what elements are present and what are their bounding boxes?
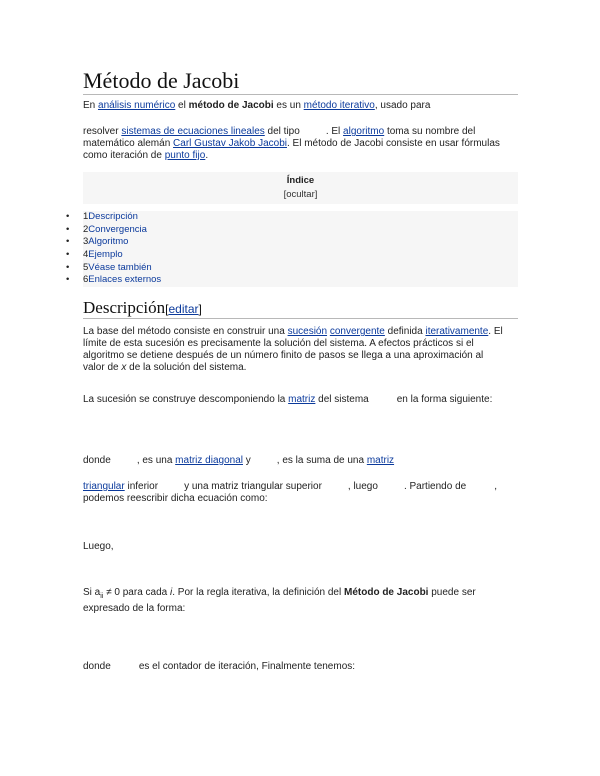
link-matriz-2[interactable]: matriz bbox=[366, 455, 395, 466]
edit-link-wrapper: [editar] bbox=[165, 302, 202, 316]
section-paragraph-2: La sucesión se construye descomponiendo la matriz del sistema en la forma siguiente: bbox=[83, 394, 493, 405]
link-matriz-diagonal[interactable]: matriz diagonal bbox=[175, 455, 243, 466]
toc-item[interactable]: • 3Algoritmo bbox=[0, 236, 518, 249]
link-sucesion[interactable]: sucesión bbox=[287, 326, 328, 337]
bullet-icon: • bbox=[66, 274, 70, 286]
toc-item[interactable]: • 5Véase también bbox=[0, 262, 518, 275]
link-triangular[interactable]: triangular bbox=[83, 481, 125, 492]
toc-list bbox=[0, 211, 518, 287]
section-heading: Descripción[editar] bbox=[83, 298, 202, 317]
toc-item[interactable]: • 6Enlaces externos bbox=[0, 274, 518, 287]
section-paragraph-3: donde , es una matriz diagonal y , es la suma de una matriz bbox=[83, 455, 395, 466]
link-punto-fijo[interactable]: punto fijo bbox=[164, 150, 206, 161]
toc-item[interactable]: • 1Descripción bbox=[0, 211, 518, 224]
toc-toggle[interactable]: [ocultar] bbox=[283, 189, 318, 200]
toc-item[interactable]: • 4Ejemplo bbox=[0, 249, 518, 262]
section-paragraph-4: triangular inferior y una matriz triangular superior , luego . Partiendo de , podemos reescribir dicha ecuación como: bbox=[83, 481, 497, 504]
link-jacobi[interactable]: Carl Gustav Jakob Jacobi bbox=[173, 138, 287, 149]
edit-link[interactable]: editar bbox=[168, 302, 199, 316]
section-divider bbox=[83, 318, 518, 319]
toc-item[interactable]: • 2Convergencia bbox=[0, 224, 518, 237]
bullet-icon: • bbox=[66, 261, 70, 273]
link-matriz[interactable]: matriz bbox=[288, 394, 316, 405]
toc-title: Índice bbox=[286, 175, 315, 186]
link-analisis-numerico[interactable]: análisis numérico bbox=[98, 100, 176, 111]
page-title: Método de Jacobi bbox=[83, 68, 240, 93]
intro-paragraph-2: resolver sistemas de ecuaciones lineales del tipo . El algoritmo toma su nombre del matemático alemán Carl Gustav Jakob Jacobi. El método de Jacobi consiste en usar fórmulas como iteración de punto fijo. bbox=[83, 126, 500, 161]
toc-header bbox=[83, 172, 518, 204]
section-paragraph-7: donde es el contador de iteración, Finalmente tenemos: bbox=[83, 661, 356, 672]
link-iterativamente[interactable]: iterativamente bbox=[425, 326, 489, 337]
title-divider bbox=[83, 94, 518, 95]
bullet-icon: • bbox=[66, 223, 70, 235]
bullet-icon: • bbox=[66, 211, 70, 222]
link-algoritmo[interactable]: algoritmo bbox=[343, 126, 385, 137]
bold-term: método de Jacobi bbox=[188, 100, 274, 111]
bold-term-2: Método de Jacobi bbox=[344, 587, 429, 598]
link-convergente[interactable]: convergente bbox=[329, 326, 385, 337]
link-metodo-iterativo[interactable]: método iterativo bbox=[303, 100, 375, 111]
section-paragraph-1: La base del método consiste en construir una sucesión convergente definida iterativamente. El límite de esta sucesión es precisamente la solución del sistema. A efectos prácticos si el algoritmo se detiene después de un número finito de pasos se llega a una aproximación al valor de x de la solución del sistema. bbox=[83, 326, 503, 373]
intro-paragraph-1: En análisis numérico el método de Jacobi es un método iterativo, usado para bbox=[83, 100, 431, 111]
bullet-icon: • bbox=[66, 236, 70, 248]
section-paragraph-6: Si $a_{ii} \ne 0$ para cada i. Por la regla iterativa, la definición del Método de Jacobi puede ser expresado de la forma: bbox=[83, 587, 476, 614]
section-paragraph-5: Luego, bbox=[83, 541, 114, 552]
bullet-icon: • bbox=[66, 249, 70, 261]
link-sistemas-ecuaciones[interactable]: sistemas de ecuaciones lineales bbox=[121, 126, 265, 137]
